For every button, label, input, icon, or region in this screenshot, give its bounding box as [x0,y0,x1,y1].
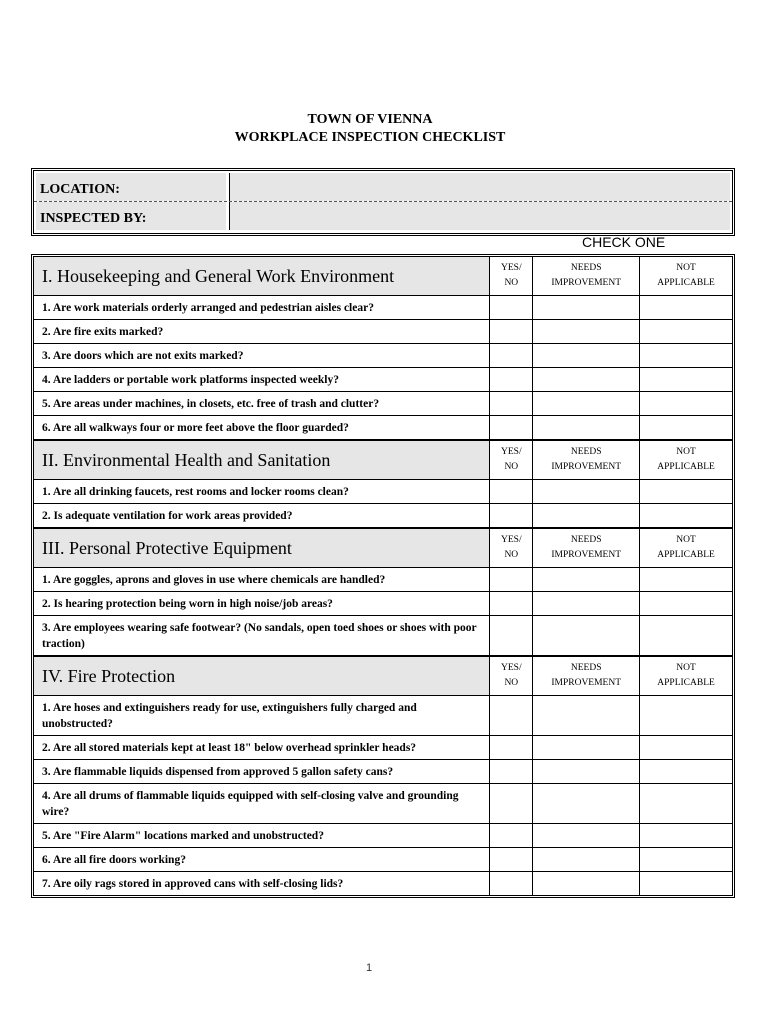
checklist-row [34,760,732,784]
needs-improvement-checkbox[interactable] [532,568,639,591]
checklist-row [34,480,732,504]
needs-improvement-checkbox[interactable] [532,616,639,655]
needs-improvement-checkbox[interactable] [532,592,639,615]
yes-no-checkbox[interactable] [489,392,532,415]
checklist-table [33,256,733,896]
checklist-row [34,344,732,368]
question-text: 6. Are all fire doors working? [42,854,186,866]
needs-improvement-checkbox[interactable] [532,296,639,319]
not-applicable-checkbox[interactable] [639,760,732,783]
question-text: 1. Are goggles, aprons and gloves in use where chemicals are handled? [42,574,386,586]
section-title: II. Environmental Health and Sanitation [34,441,489,479]
yes-no-checkbox[interactable] [489,504,532,527]
question-text: 2. Is adequate ventilation for work areas provided? [42,510,293,522]
needs-improvement-checkbox[interactable] [532,872,639,895]
checklist-row [34,368,732,392]
question-text: 3. Are doors which are not exits marked? [42,350,244,362]
not-applicable-column-header-line1: NOT [676,535,696,545]
checklist-row [34,616,732,655]
checklist-section [34,439,732,527]
not-applicable-checkbox[interactable] [639,568,732,591]
yes-no-checkbox[interactable] [489,824,532,847]
needs-improvement-checkbox[interactable] [532,480,639,503]
question-text: 7. Are oily rags stored in approved cans with self-closing lids? [42,878,344,890]
not-applicable-column-header-line1: NOT [676,447,696,457]
needs-improvement-column-header-line2: IMPROVEMENT [551,462,622,472]
question-text: 1. Are hoses and extinguishers ready for use, extinguishers fully charged and unobstructed? [42,702,417,730]
not-applicable-column-header [639,441,732,479]
checklist-row [34,784,732,824]
checklist-row [34,568,732,592]
checklist-section [34,655,732,895]
not-applicable-column-header-line2: APPLICABLE [657,678,715,688]
location-row [34,173,732,202]
yes-no-column-header-line1: YES/ [501,447,522,457]
inspected-by-field[interactable] [229,202,730,230]
yes-no-checkbox[interactable] [489,872,532,895]
not-applicable-checkbox[interactable] [639,392,732,415]
question-text: 2. Is hearing protection being worn in high noise/job areas? [42,598,333,610]
needs-improvement-column-header-line1: NEEDS [570,263,602,273]
needs-improvement-checkbox[interactable] [532,344,639,367]
yes-no-checkbox[interactable] [489,296,532,319]
question-text: 3. Are employees wearing safe footwear? (No sandals, open toed shoes or shoes with poor traction) [42,622,477,650]
checklist-row [34,320,732,344]
not-applicable-checkbox[interactable] [639,736,732,759]
needs-improvement-checkbox[interactable] [532,848,639,871]
check-one-label: CHECK ONE [582,234,666,250]
not-applicable-checkbox[interactable] [639,504,732,527]
needs-improvement-column-header [532,657,639,695]
checklist-row [34,392,732,416]
not-applicable-checkbox[interactable] [639,320,732,343]
needs-improvement-checkbox[interactable] [532,504,639,527]
yes-no-checkbox[interactable] [489,784,532,823]
yes-no-column-header [489,657,532,695]
yes-no-checkbox[interactable] [489,760,532,783]
needs-improvement-column-header-line2: IMPROVEMENT [551,678,622,688]
needs-improvement-column-header-line1: NEEDS [570,663,602,673]
section-header [34,657,732,696]
yes-no-column-header-line2: NO [504,278,519,288]
yes-no-checkbox[interactable] [489,736,532,759]
not-applicable-checkbox[interactable] [639,368,732,391]
location-field[interactable] [229,173,730,201]
inspection-info-box [33,170,733,234]
not-applicable-column-header-line2: APPLICABLE [657,278,715,288]
needs-improvement-checkbox[interactable] [532,760,639,783]
checklist-row [34,296,732,320]
inspected-by-label: INSPECTED BY: [36,202,226,230]
yes-no-checkbox[interactable] [489,368,532,391]
checklist-section [34,527,732,655]
yes-no-checkbox[interactable] [489,848,532,871]
needs-improvement-column-header [532,441,639,479]
not-applicable-column-header-line2: APPLICABLE [657,550,715,560]
not-applicable-checkbox[interactable] [639,592,732,615]
checklist-row [34,416,732,439]
not-applicable-column-header [639,257,732,295]
not-applicable-column-header-line2: APPLICABLE [657,462,715,472]
not-applicable-checkbox[interactable] [639,696,732,735]
checklist-row [34,736,732,760]
needs-improvement-checkbox[interactable] [532,696,639,735]
section-header [34,529,732,568]
question-text: 5. Are "Fire Alarm" locations marked and unobstructed? [42,830,324,842]
section-title: IV. Fire Protection [34,657,489,695]
question-text: 4. Are ladders or portable work platforms inspected weekly? [42,374,339,386]
yes-no-column-header-line2: NO [504,462,519,472]
needs-improvement-column-header-line2: IMPROVEMENT [551,550,622,560]
document-title: TOWN OF VIENNA [307,112,433,127]
question-text: 2. Are all stored materials kept at least 18" below overhead sprinkler heads? [42,742,417,754]
yes-no-checkbox[interactable] [489,696,532,735]
not-applicable-column-header [639,657,732,695]
not-applicable-checkbox[interactable] [639,784,732,823]
not-applicable-column-header-line1: NOT [676,663,696,673]
checklist-row [34,824,732,848]
yes-no-column-header-line2: NO [504,550,519,560]
inspected-by-row [34,202,732,230]
needs-improvement-checkbox[interactable] [532,824,639,847]
yes-no-checkbox[interactable] [489,416,532,439]
yes-no-checkbox[interactable] [489,480,532,503]
not-applicable-checkbox[interactable] [639,824,732,847]
question-text: 4. Are all drums of flammable liquids equipped with self-closing valve and grounding wire? [42,790,459,818]
section-header [34,257,732,296]
yes-no-column-header-line1: YES/ [501,663,522,673]
not-applicable-checkbox[interactable] [639,296,732,319]
question-text: 3. Are flammable liquids dispensed from approved 5 gallon safety cans? [42,766,394,778]
yes-no-column-header [489,441,532,479]
needs-improvement-checkbox[interactable] [532,784,639,823]
checklist-row [34,504,732,527]
question-text: 2. Are fire exits marked? [42,326,164,338]
not-applicable-checkbox[interactable] [639,872,732,895]
not-applicable-checkbox[interactable] [639,344,732,367]
yes-no-checkbox[interactable] [489,344,532,367]
yes-no-column-header-line2: NO [504,678,519,688]
yes-no-column-header-line1: YES/ [501,535,522,545]
yes-no-checkbox[interactable] [489,592,532,615]
not-applicable-column-header-line1: NOT [676,263,696,273]
needs-improvement-column-header-line1: NEEDS [570,535,602,545]
checklist-section [34,257,732,439]
yes-no-column-header [489,257,532,295]
checklist-row [34,872,732,895]
page-number: 1 [365,962,373,974]
yes-no-checkbox[interactable] [489,616,532,655]
not-applicable-checkbox[interactable] [639,416,732,439]
document-subtitle: WORKPLACE INSPECTION CHECKLIST [234,130,506,145]
checklist-row [34,696,732,736]
needs-improvement-checkbox[interactable] [532,392,639,415]
needs-improvement-checkbox[interactable] [532,416,639,439]
checklist-row [34,592,732,616]
not-applicable-column-header [639,529,732,567]
needs-improvement-checkbox[interactable] [532,736,639,759]
yes-no-column-header-line1: YES/ [501,263,522,273]
question-text: 5. Are areas under machines, in closets, etc. free of trash and clutter? [42,398,380,410]
section-title: I. Housekeeping and General Work Environment [34,257,489,295]
needs-improvement-column-header [532,529,639,567]
needs-improvement-column-header [532,257,639,295]
not-applicable-checkbox[interactable] [639,480,732,503]
needs-improvement-checkbox[interactable] [532,368,639,391]
needs-improvement-checkbox[interactable] [532,320,639,343]
section-title: III. Personal Protective Equipment [34,529,489,567]
yes-no-column-header [489,529,532,567]
yes-no-checkbox[interactable] [489,568,532,591]
question-text: 1. Are all drinking faucets, rest rooms and locker rooms clean? [42,486,349,498]
needs-improvement-column-header-line2: IMPROVEMENT [551,278,622,288]
yes-no-checkbox[interactable] [489,320,532,343]
not-applicable-checkbox[interactable] [639,848,732,871]
checklist-row [34,848,732,872]
question-text: 1. Are work materials orderly arranged and pedestrian aisles clear? [42,302,374,314]
location-label: LOCATION: [36,173,226,201]
not-applicable-checkbox[interactable] [639,616,732,655]
section-header [34,441,732,480]
needs-improvement-column-header-line1: NEEDS [570,447,602,457]
question-text: 6. Are all walkways four or more feet above the floor guarded? [42,422,349,434]
